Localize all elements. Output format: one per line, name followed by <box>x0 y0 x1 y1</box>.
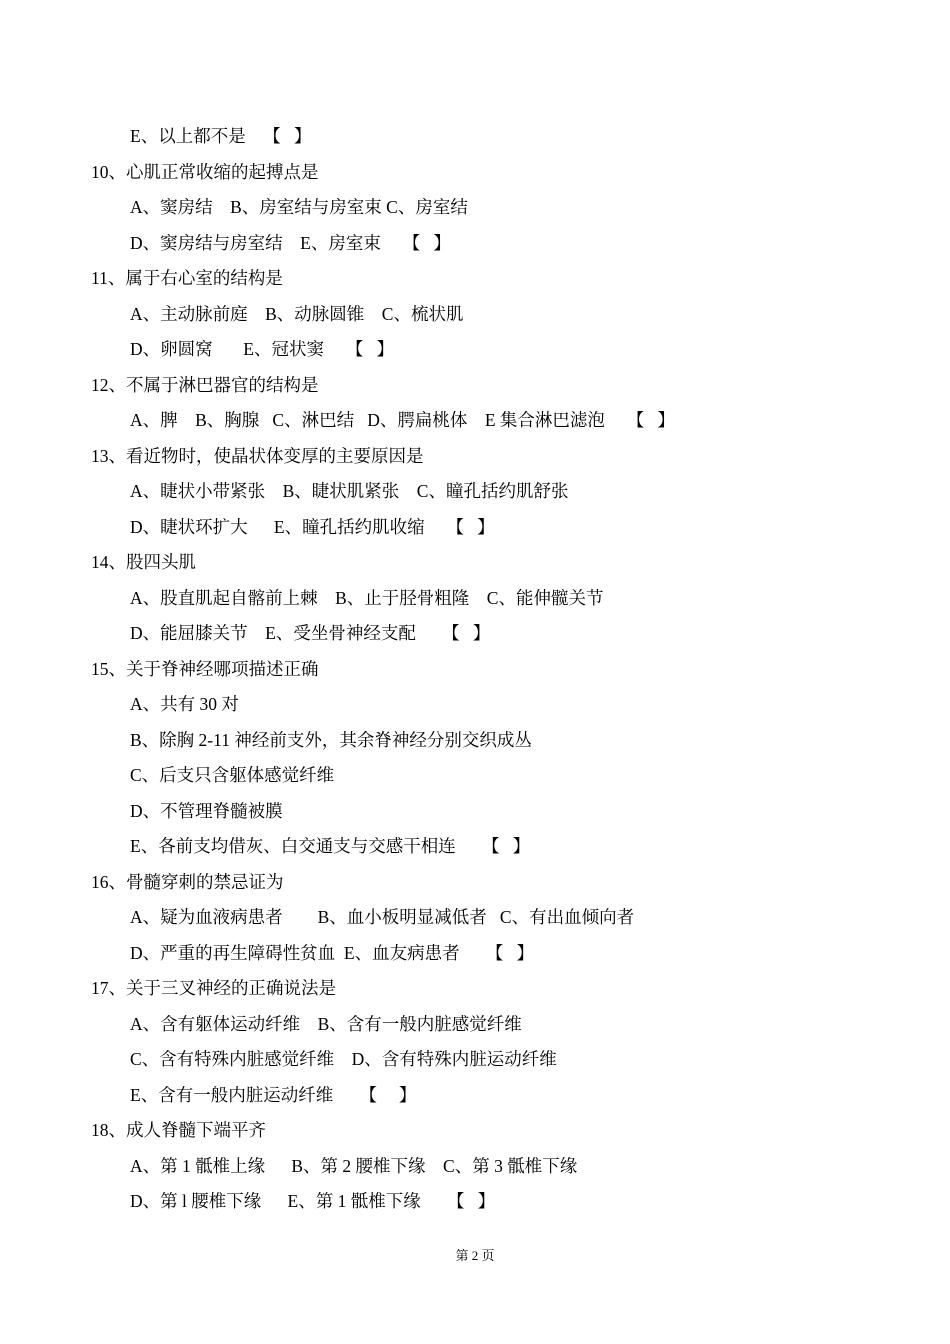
option-line: D、能屈膝关节 E、受坐骨神经支配 【 】 <box>130 623 491 643</box>
option-line: C、含有特殊内脏感觉纤维 D、含有特殊内脏运动纤维 <box>130 1049 557 1069</box>
option-line: D、窦房结与房室结 E、房室束 【 】 <box>130 233 451 253</box>
option-line: D、睫状环扩大 E、瞳孔括约肌收缩 【 】 <box>130 517 495 537</box>
question-line: 16、骨髓穿刺的禁忌证为 <box>91 872 284 892</box>
option-line: A、主动脉前庭 B、动脉圆锥 C、梳状肌 <box>130 304 464 324</box>
page-number: 第 2 页 <box>455 1248 495 1263</box>
option-line: E、以上都不是 【 】 <box>130 126 312 146</box>
question-line: 17、关于三叉神经的正确说法是 <box>91 978 336 998</box>
question-line: 13、看近物时，使晶状体变厚的主要原因是 <box>91 446 424 466</box>
option-line: B、除胸 2-11 神经前支外，其余脊神经分别交织成丛 <box>130 730 532 750</box>
option-line: D、卵圆窝 E、冠状窦 【 】 <box>130 339 394 359</box>
question-line: 11、属于右心室的结构是 <box>91 268 283 288</box>
option-line: E、各前支均借灰、白交通支与交感干相连 【 】 <box>130 836 531 856</box>
option-line: D、不管理脊髓被膜 <box>130 801 283 821</box>
option-line: A、脾 B、胸腺 C、淋巴结 D、腭扁桃体 E 集合淋巴滤泡 【 】 <box>130 410 675 430</box>
option-line: D、严重的再生障碍性贫血 E、血友病患者 【 】 <box>130 943 534 963</box>
option-line: A、窦房结 B、房室结与房室束 C、房室结 <box>130 197 468 217</box>
option-line: C、后支只含躯体感觉纤维 <box>130 765 335 785</box>
option-line: D、第 l 腰椎下缘 E、第 1 骶椎下缘 【 】 <box>130 1191 496 1211</box>
question-line: 10、心肌正常收缩的起搏点是 <box>91 162 319 182</box>
question-line: 14、股四头肌 <box>91 552 196 572</box>
option-line: A、含有躯体运动纤维 B、含有一般内脏感觉纤维 <box>130 1014 522 1034</box>
question-line: 12、不属于淋巴器官的结构是 <box>91 375 319 395</box>
option-line: A、第 1 骶椎上缘 B、第 2 腰椎下缘 C、第 3 骶椎下缘 <box>130 1156 578 1176</box>
option-line: A、股直肌起自髂前上棘 B、止于胫骨粗隆 C、能伸髋关节 <box>130 588 604 608</box>
question-line: 18、成人脊髓下端平齐 <box>91 1120 266 1140</box>
question-line: 15、关于脊神经哪项描述正确 <box>91 659 319 679</box>
option-line: A、疑为血液病患者 B、血小板明显减低者 C、有出血倾向者 <box>130 907 635 927</box>
option-line: A、睫状小带紧张 B、睫状肌紧张 C、瞳孔括约肌舒张 <box>130 481 569 501</box>
option-line: E、含有一般内脏运动纤维 【 】 <box>130 1085 417 1105</box>
option-line: A、共有 30 对 <box>130 694 239 714</box>
